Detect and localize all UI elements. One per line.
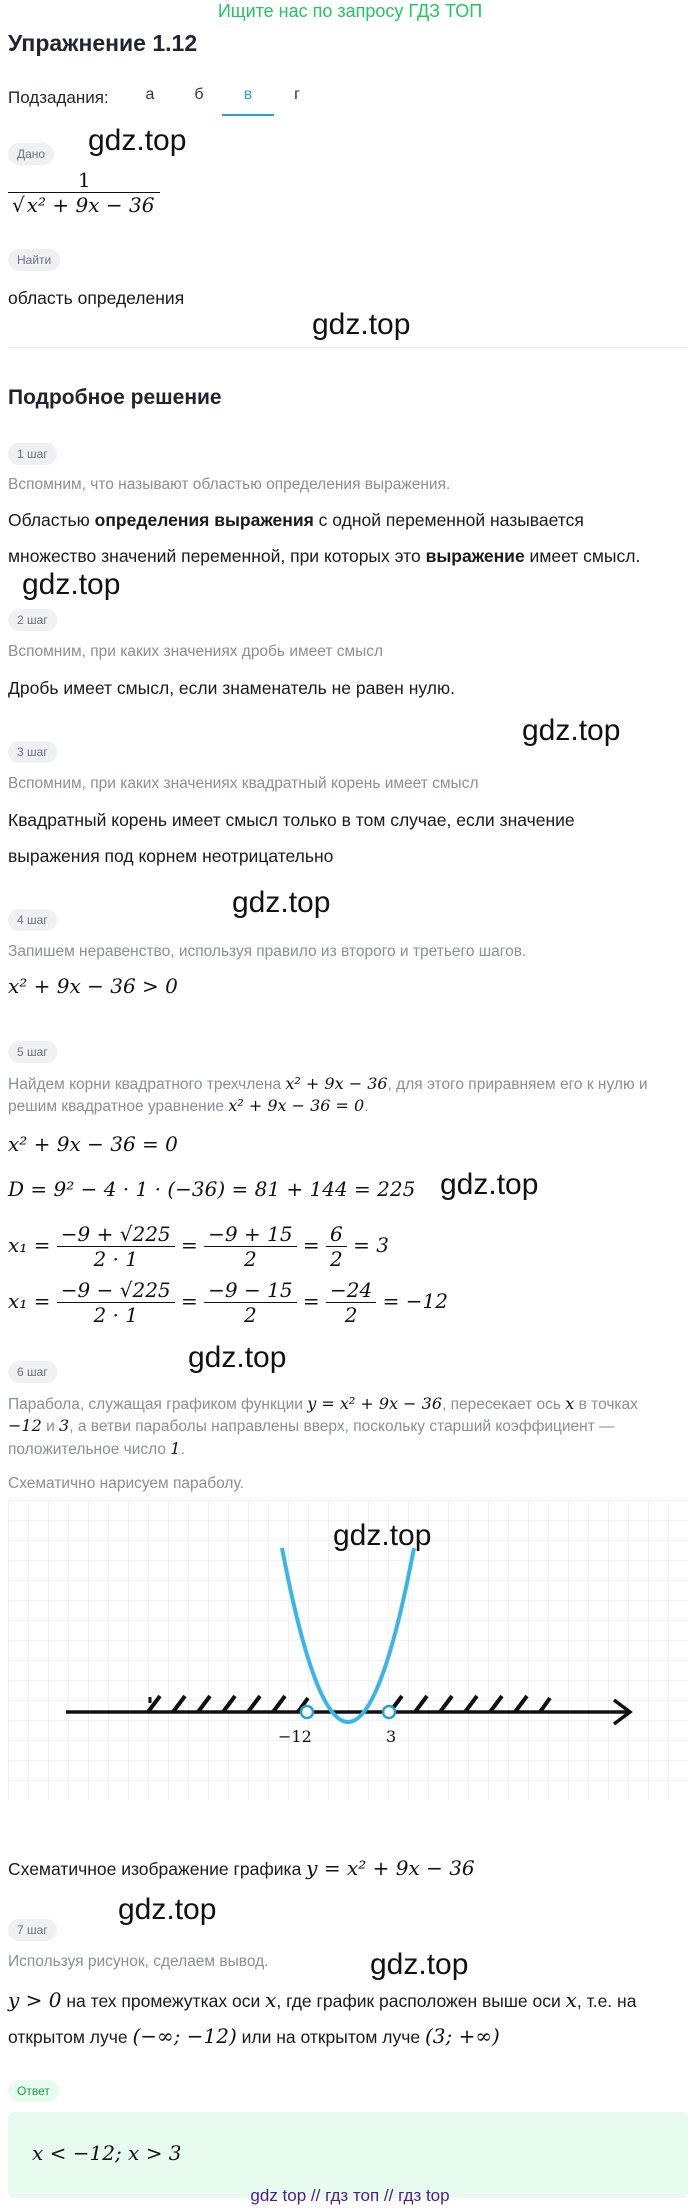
answer-text: x < −12; x > 3	[32, 2141, 182, 2165]
root-label-right: 3	[386, 1727, 397, 1746]
step2-hint: Вспомним, при каких значениях дробь имеет смысл	[8, 643, 384, 660]
step4-inequality: x² + 9x − 36 > 0	[8, 974, 178, 998]
watermark: gdz.top	[88, 124, 187, 157]
step7-line1: y > 0 на тех промежутках оси x, где график расположен выше оси x, т.е. на	[8, 1988, 637, 2012]
watermark: gdz.top	[232, 886, 331, 919]
answer-chip: Ответ	[8, 2080, 59, 2102]
step3-line2: выражения под корнем неотрицательно	[8, 846, 334, 866]
top-banner[interactable]: Ищите нас по запросу ГДЗ ТОП	[217, 1, 483, 21]
tab-v[interactable]: в	[222, 86, 274, 116]
tab-g[interactable]: г	[294, 86, 300, 103]
footer-links[interactable]: gdz top // гдз топ // гдз top	[250, 2186, 450, 2205]
watermark: gdz.top	[333, 1519, 432, 1552]
root-label-left: −12	[278, 1727, 312, 1746]
step3-line1: Квадратный корень имеет смысл только в том случае, если значение	[8, 810, 575, 830]
given-radicand: x² + 9x − 36	[26, 193, 155, 217]
step5-root2: x₁ = $\frac{-9 - √225}{2 \cdot 1}$ = $\frac{-9 - 15}{2}$ = $\frac{-24}{2}$ = −12	[8, 1278, 448, 1327]
subtasks-label: Подзадания:	[8, 88, 109, 107]
given-chip: Дано	[8, 143, 54, 165]
step6-hint-line3: положительное число 1.	[8, 1439, 185, 1458]
step6-chip: 6 шаг	[8, 1361, 57, 1383]
find-chip: Найти	[8, 249, 60, 271]
graph-caption: Схематичное изображение графика y = x² + 9x − 36	[8, 1856, 475, 1880]
step1-chip: 1 шаг	[8, 443, 57, 465]
tab-a[interactable]: а	[145, 86, 155, 103]
step5-equation: x² + 9x − 36 = 0	[8, 1132, 178, 1156]
root-point-right	[383, 1706, 395, 1718]
step4-chip: 4 шаг	[8, 909, 57, 931]
watermark: gdz.top	[118, 1893, 217, 1926]
step5-discriminant: D = 9² − 4 · 1 · (−36) = 81 + 144 = 225	[8, 1177, 416, 1201]
step4-hint: Запишем неравенство, используя правило из второго и третьего шагов.	[8, 943, 527, 960]
given-expression: $\frac{1}{\text{√ x² + 9x − 36}}$	[8, 168, 160, 217]
step5-hint-line1: Найдем корни квадратного трехчлена x² + 9x − 36, для этого приравняем его к нулю и	[8, 1074, 648, 1093]
find-text: область определения	[8, 288, 185, 308]
watermark: gdz.top	[312, 308, 411, 341]
step1-hint: Вспомним, что называют областью определения выражения.	[8, 476, 451, 493]
step6-hint-line4: Схематично нарисуем параболу.	[8, 1475, 244, 1492]
step6-hint-line2: −12 и 3, а ветви параболы направлены вверх, поскольку старший коэффициент —	[8, 1416, 615, 1435]
step3-chip: 3 шаг	[8, 741, 57, 763]
given-numerator: 1	[8, 168, 160, 193]
step2-text: Дробь имеет смысл, если знаменатель не равен нулю.	[8, 678, 455, 698]
step1-line2: множество значений переменной, при которых это выражение имеет смысл.	[8, 546, 641, 566]
step2-chip: 2 шаг	[8, 609, 57, 631]
watermark: gdz.top	[188, 1341, 287, 1374]
step1-line1: Областью определения выражения с одной переменной называется	[8, 510, 584, 530]
step5-root1: x₁ = $\frac{-9 + √225}{2 \cdot 1}$ = $\frac{-9 + 15}{2}$ = $\frac{6}{2}$ = 3	[8, 1222, 389, 1271]
page-title: Упражнение 1.12	[8, 30, 198, 56]
watermark: gdz.top	[440, 1168, 539, 1201]
step7-line2: открытом луче (−∞; −12) или на открытом луче (3; +∞)	[8, 2024, 500, 2048]
step7-hint: Используя рисунок, сделаем вывод.	[8, 1953, 269, 1970]
root-point-left	[301, 1706, 313, 1718]
step5-hint-line2: решим квадратное уравнение x² + 9x − 36 = 0.	[8, 1096, 369, 1115]
step7-chip: 7 шаг	[8, 1919, 57, 1941]
tab-b[interactable]: б	[194, 86, 204, 103]
step6-hint-line1: Парабола, служащая графиком функции y = x² + 9x − 36, пересекает ось x в точках	[8, 1394, 638, 1413]
watermark: gdz.top	[522, 714, 621, 747]
step3-hint: Вспомним, при каких значениях квадратный корень имеет смысл	[8, 775, 479, 792]
watermark: gdz.top	[370, 1948, 469, 1981]
watermark: gdz.top	[22, 568, 121, 601]
step5-chip: 5 шаг	[8, 1041, 57, 1063]
divider	[8, 347, 688, 348]
solution-title: Подробное решение	[8, 386, 222, 409]
